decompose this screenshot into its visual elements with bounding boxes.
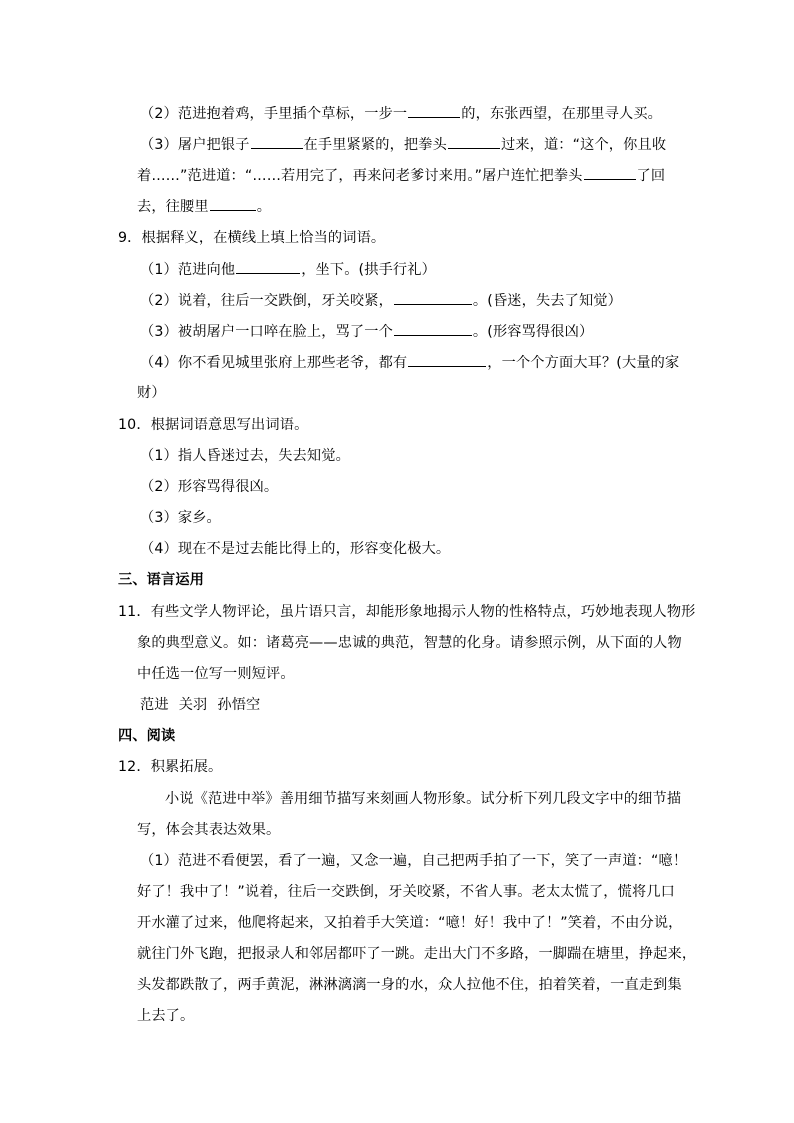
q8-item-3-text-d: 着……”范进道：“……若用完了，再来问老爹讨来用。”屠户连忙把拳头 — [137, 168, 583, 184]
q10-item-4: （4）现在不是过去能比得上的，形容变化极大。 — [140, 541, 451, 557]
q9-item-4 — [140, 352, 679, 373]
section-3-heading: 三、语言运用 — [118, 572, 205, 588]
q9-item-2 — [140, 290, 622, 311]
q8-item-3-line-2 — [137, 165, 665, 186]
q11-text-line-3: 中任选一位写一则短评。 — [137, 666, 295, 682]
q9-item-4-text-b: ，一个个方面大耳？(大量的家 — [487, 355, 680, 371]
q11-text-line-2: 象的典型意义。如：诸葛亮——忠诚的典范，智慧的化身。请参照示例，从下面的人物 — [137, 635, 682, 651]
q12-passage-line-1: （1）范进不看便罢，看了一遍，又念一遍，自己把两手拍了一下，笑了一声道：“噫！ — [140, 853, 688, 869]
q12-title: 12．积累拓展。 — [118, 759, 223, 775]
answer-blank[interactable] — [584, 165, 636, 180]
q10-item-3: （3）家乡。 — [140, 510, 221, 526]
q8-item-3-text-a: （3）屠户把银子 — [140, 137, 250, 153]
q8-item-3-text-b: 在手里紧紧的，把拳头 — [303, 137, 447, 153]
q9-item-3 — [140, 321, 593, 342]
q12-intro-line-2: 写，体会其表达效果。 — [137, 822, 281, 838]
character-name: 范进 — [140, 697, 169, 713]
character-name: 孙悟空 — [217, 697, 261, 713]
q8-item-2 — [140, 103, 662, 124]
q8-item-3-text-g: 。 — [256, 199, 272, 215]
answer-blank[interactable] — [251, 134, 303, 149]
q12-intro-line-1: 小说《范进中举》善用细节描写来刻画人物形象。试分析下列几段文字中的细节描 — [165, 791, 682, 807]
q10-item-1: （1）指人昏迷过去，失去知觉。 — [140, 448, 350, 464]
q12-passage-line-6: 上去了。 — [137, 1008, 195, 1024]
q11-character-list — [140, 695, 260, 715]
answer-blank[interactable] — [408, 103, 460, 118]
answer-blank[interactable] — [408, 352, 486, 367]
q8-item-2-text-a: （2）范进抱着鸡，手里插个草标，一步一 — [140, 106, 408, 122]
q12-passage-line-4: 就往门外飞跑，把报录人和邻居都吓了一跳。走出大门不多路，一脚踹在塘里，挣起来， — [137, 946, 697, 962]
q9-item-1-text-b: ，坐下。(拱手行礼） — [301, 262, 436, 278]
q9-item-2-text-a: （2）说着，往后一交跌倒，牙关咬紧， — [140, 293, 393, 309]
q9-item-4-text-c: 财） — [137, 385, 166, 401]
q9-title: 9．根据释义，在横线上填上恰当的词语。 — [118, 230, 386, 246]
character-name: 关羽 — [178, 697, 208, 713]
q10-item-2: （2）形容骂得很凶。 — [140, 479, 279, 495]
q12-passage-line-3: 开水灌了过来，他爬将起来，又拍着手大笑道：“噫！好！我中了！”笑着，不由分说， — [137, 915, 683, 931]
q8-item-2-text-b: 的，东张西望，在那里寻人买。 — [461, 106, 662, 122]
answer-blank[interactable] — [394, 321, 472, 336]
q8-item-3-line-1 — [140, 134, 666, 155]
q9-item-1 — [140, 259, 436, 280]
q9-item-4-text-a: （4）你不看见城里张府上那些老爷，都有 — [140, 355, 408, 371]
q9-item-3-text-a: （3）被胡屠户一口啐在脸上，骂了一个 — [140, 324, 393, 340]
q8-item-3-text-e: 了回 — [636, 168, 666, 184]
q12-passage-line-2: 好了！我中了！”说着，往后一交跌倒，牙关咬紧，不省人事。老太太慌了，慌将几口 — [137, 884, 675, 900]
q12-passage-line-5: 头发都跌散了，两手黄泥，淋淋漓漓一身的水，众人拉他不住，拍着笑着，一直走到集 — [137, 977, 682, 993]
q9-item-3-text-b: 。(形容骂得很凶） — [472, 324, 594, 340]
answer-blank[interactable] — [210, 196, 256, 211]
q8-item-3-text-c: 过来，道：“这个，你且收 — [500, 137, 667, 153]
q9-item-2-text-b: 。(昏迷，失去了知觉） — [472, 293, 622, 309]
answer-blank[interactable] — [236, 259, 300, 274]
q11-text-line-1: 11．有些文学人物评论，虽片语只言，却能形象地揭示人物的性格特点，巧妙地表现人物形 — [118, 604, 696, 620]
q8-item-3-text-f: 去，往腰里 — [137, 199, 209, 215]
section-4-heading: 四、阅读 — [118, 728, 176, 744]
q8-item-3-line-3 — [137, 196, 271, 217]
answer-blank[interactable] — [448, 134, 500, 149]
q9-item-1-text-a: （1）范进向他 — [140, 262, 236, 278]
q10-title: 10．根据词语意思写出词语。 — [118, 417, 309, 433]
answer-blank[interactable] — [394, 290, 472, 305]
